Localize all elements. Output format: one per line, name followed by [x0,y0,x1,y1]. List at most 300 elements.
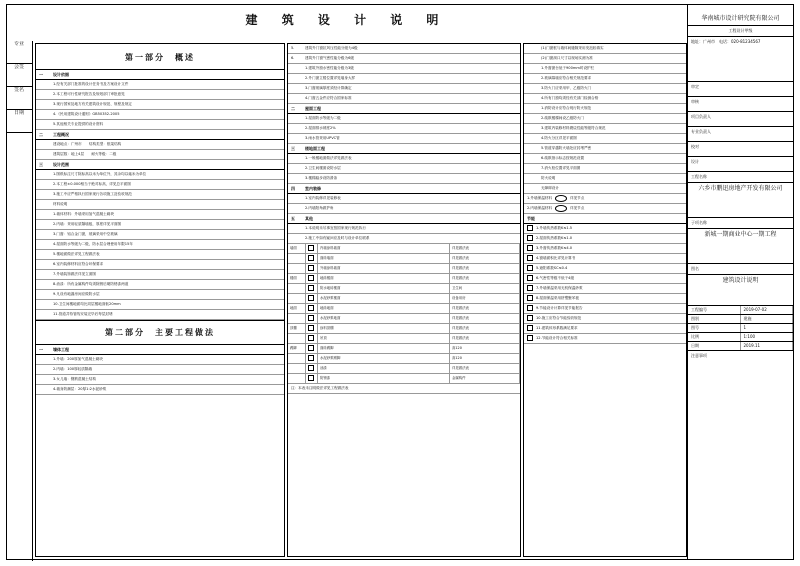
strip-cell: 会签 [6,64,32,87]
item-text: 8.油漆：所有金属构件均须除锈后刷防锈漆两道 [53,282,129,286]
item-text: 1.消防设计应符合现行防火规范 [541,106,592,110]
list-item [524,54,686,64]
item-text: 3.施工中应严格执行国家现行各项施工及验收规范 [53,192,132,196]
list-item [288,144,520,154]
list-item [288,54,520,64]
item-text: 建筑外门窗抗风压性能分级为4级 [305,46,358,50]
checkbox[interactable] [527,305,533,311]
checkbox[interactable] [527,225,533,231]
list-item [524,184,686,194]
table-cell-item: 吊顶 [318,334,450,344]
list-item [288,124,520,134]
item-text: 工程概况 [53,132,69,137]
list-item [524,44,686,54]
item-text: 2.外门窗立樘位置详见墙身大样 [305,76,356,80]
list-item [524,114,686,124]
checkbox[interactable] [308,265,314,271]
table-cell-note: 金属构件 [450,374,520,384]
list-item [36,345,284,355]
item-text: 3.女儿墙：钢筋混凝土结构 [53,377,96,381]
table-cell-item: 水泥砂浆楼面 [318,294,450,304]
list-item [36,310,284,320]
item-text: 2.屋面排水坡度2% [305,126,336,130]
checkbox[interactable] [308,275,314,281]
table-cell-category [288,294,306,304]
table-cell-check [306,304,318,314]
item-text: 3.门窗：铝合金门窗，玻璃采用中空玻璃 [53,232,118,236]
item-text: 2.内墙阳角做护角 [305,206,334,210]
item-text: 3.建筑内装修材料燃烧性能等级符合规范 [541,126,606,130]
list-item [288,234,520,244]
meta-value: 1:100 [741,333,794,341]
check-text: 10.施工应符合节能验收规范 [536,316,582,320]
item-text: 建设地点：广州市 结构类型：框架结构 [53,142,122,146]
table-cell-item: 涂料顶棚 [318,324,450,334]
item-text: 3.防火门应采用甲、乙级防火门 [541,86,592,90]
table-cell-item: 地砖楼面 [318,274,450,284]
table-cell-note: 详见做法表 [450,264,520,274]
checkbox[interactable] [308,295,314,301]
table-cell-category [288,254,306,264]
list-item [524,164,686,174]
sign-field: 专业负责人 [688,127,793,142]
list-item [288,64,520,74]
part1-heading: 第一部分 概述 [36,44,284,70]
item-text: 4.《民用建筑设计通则》GB50352-2005 [53,112,120,116]
list-item [36,210,284,220]
table-cell-check [306,334,318,344]
meta-key: 图号 [688,324,741,332]
table-note: 注：本表未注明做法详见工程做法表 [288,384,520,394]
checkbox[interactable] [527,275,533,281]
check-item [524,234,686,244]
item-text: 5.楼地面做法详见工程做法表 [53,252,100,256]
table-cell-category: 墙面 [288,244,306,254]
table-cell-check [306,274,318,284]
meta-key: 图别 [688,315,741,323]
legend-text: 详见节点 [570,206,585,210]
item-text: 11.管道井待管线安装完毕后每层封堵 [53,312,113,316]
checkbox[interactable] [308,365,314,371]
checkbox[interactable] [308,285,314,291]
list-item [288,44,520,54]
table-cell-category [288,374,306,384]
list-item [36,290,284,300]
checkbox[interactable] [308,255,314,261]
drawing-sheet [6,4,794,560]
meta-value: 1 [741,324,794,332]
list-item [524,174,686,184]
item-text: 楼地面工程 [305,146,325,151]
item-text: 9.凡设有地漏房间应做防水层 [53,292,100,296]
sign-field: 项目负责人 [688,112,793,127]
table-cell-category: 踢脚 [288,344,306,354]
table-cell-category [288,354,306,364]
meta-row [688,342,793,351]
meta-key: 比例 [688,333,741,341]
table-cell-category: 顶棚 [288,324,306,334]
table-cell-note: 详见做法表 [450,364,520,374]
title-block [687,5,793,559]
list-item [524,94,686,104]
table-cell-item: 地砖地面 [318,304,450,314]
part2-heading: 第二部分 主要工程做法 [36,320,284,345]
table-cell-note: 设备用房 [450,294,520,304]
table-cell-check [306,254,318,264]
column-overview [35,43,285,557]
check-text: 7.外墙保温采用无机保温砂浆 [536,286,583,290]
item-text: 其他 [305,216,313,221]
check-item [524,244,686,254]
table-cell-category [288,314,306,324]
check-item [524,304,686,314]
column-fire-energy [523,43,687,557]
check-text: 3.外窗传热系数K≤4.0 [536,246,573,250]
table-cell-category: 楼面 [288,274,306,284]
part1-rows [36,70,284,320]
list-item [36,260,284,270]
list-item [36,355,284,365]
checkbox[interactable] [308,345,314,351]
item-index: 三 [39,162,43,167]
item-text: 2.本工程±0.000相当于绝对标高，详见总平面图 [53,182,131,186]
table-cell-item: 水泥砂浆踢脚 [318,354,450,364]
check-text: 9.节能设计计算详见节能报告 [536,306,583,310]
checkbox[interactable] [527,325,533,331]
legend [524,194,686,214]
item-text: 3.现行国家及地方有关建筑设计规范、规程及规定 [53,102,132,106]
list-item [36,280,284,290]
table-cell-item: 水泥砂浆地面 [318,314,450,324]
table-cell-note: 详见做法表 [450,244,520,254]
table-cell-category: 地面 [288,304,306,314]
item-text: 室内装修 [305,186,321,191]
list-item [524,74,686,84]
list-item [36,130,284,140]
list-item [524,154,686,164]
table-cell-check [306,264,318,274]
check-list [524,224,686,344]
list-item [524,124,686,134]
item-text: (1)门窗框与墙体间缝隙采用发泡胶填实 [541,46,604,50]
table-cell-item: 外墙涂料墙面 [318,264,450,274]
table-cell-check [306,374,318,384]
item-text: 2.卫生间楼面设防水层 [305,166,341,170]
legend-symbol-icon [555,195,567,202]
table-cell-check [306,294,318,304]
item-text: (2)门窗洞口尺寸以现场实测为准 [541,56,593,60]
part2-rows [36,345,284,395]
list-item [288,94,520,104]
check-text: 12.节能设计符合相关标准 [536,336,578,340]
list-item [524,104,686,114]
check-text: 8.屋面保温采用挤塑聚苯板 [536,296,579,300]
drawing-label: 图名 [688,264,793,275]
list-item [288,164,520,174]
item-index: 三 [291,146,295,151]
item-text: 1.屋面防水等级为二级 [305,116,341,120]
item-index: 一 [39,72,43,77]
list-item [524,84,686,94]
sub-project-name: 新城一期商业中心一期工程 [688,229,793,264]
table-cell-category [288,264,306,274]
list-item [288,174,520,184]
check-item [524,314,686,324]
list-item [288,204,520,214]
meta-row [688,333,793,342]
item-text: 4.防火分区详见平面图 [541,136,577,140]
checkbox[interactable] [527,255,533,261]
table-cell-check [306,344,318,354]
table-cell-check [306,244,318,254]
list-item [36,385,284,395]
check-title: 节能 [524,214,686,224]
table-cell-check [306,354,318,364]
list-item [36,230,284,240]
check-text: 2.屋面传热系数K≤1.0 [536,236,573,240]
list-item [36,190,284,200]
check-text: 5.遮阳系数SC≤0.4 [536,266,568,270]
list-item [36,300,284,310]
legend-label: 1.外墙保温材料 [527,196,552,200]
item-index: 五 [291,216,295,221]
list-item [36,100,284,110]
meta-value: 建施 [741,315,794,323]
list-item [288,214,520,224]
list-item [288,104,520,114]
checkbox[interactable] [308,305,314,311]
sign-fields [688,82,793,172]
item-index: 二 [39,132,43,137]
check-text: 11.建筑体形系数满足要求 [536,326,578,330]
check-item [524,274,686,284]
item-index: 一 [39,347,43,352]
checkbox[interactable] [308,335,314,341]
company-contact: 地址：广州市 电话：020-81234567 [688,37,793,82]
table-cell-check [306,284,318,294]
meta-row [688,315,793,324]
item-text: 材料说明 [53,202,68,206]
list-item [36,150,284,160]
table-cell-item: 内墙涂料墙面 [318,244,450,254]
sign-field: 审核 [688,97,793,112]
legend-item [524,194,686,204]
item-text: 防火说明 [541,176,556,180]
table-cell-note: 卫生间 [450,284,520,294]
left-sign-strip [6,41,33,561]
item-text: 无障碍设计 [541,186,559,190]
table-cell-category [288,284,306,294]
meta-value: 2019-07-02 [741,306,794,314]
checkbox[interactable] [527,335,533,341]
legend-item [524,204,686,214]
check-item [524,294,686,304]
table-cell-item: 防水地砖楼面 [318,284,450,294]
company-sub: 工程设计甲级 [688,26,793,37]
item-text: 1.图纸标注尺寸除标高以米为单位外，其余均以毫米为单位 [53,172,147,176]
item-text: 4.门窗五金件应符合国家标准 [305,96,352,100]
project-label: 工程名称 [688,172,793,183]
list-item [288,194,520,204]
item-text: 1.墙体材料：外墙采用加气混凝土砌块 [53,212,114,216]
table-cell-note: 详见做法表 [450,274,520,284]
item-text: 1.一般楼地面做法详见做法表 [305,156,352,160]
item-text: 1.外窗窗台低于900mm时设护栏 [541,66,595,70]
table-cell-item: 油漆 [318,364,450,374]
legend-label: 2.内墙保温材料 [527,206,552,210]
list-item [36,160,284,170]
list-item [36,270,284,280]
item-text: 5.其他相关专业提供的设计资料 [53,122,104,126]
strip-cell: 专业 [6,41,32,64]
finish-table [288,244,520,384]
meta-key: 日期 [688,342,741,350]
table-cell-note: 详见做法表 [450,314,520,324]
sheet-title: 建 筑 设 计 说 明 [245,13,449,27]
item-text: 2.本工程可行性研究报告及规划部门审批意见 [53,92,125,96]
item-text: 1.室内装修详见装修表 [305,196,341,200]
company-name: 华南城市设计研究院有限公司 [688,5,793,26]
item-text: 10.卫生间楼地面均比同层楼地面低20mm [53,302,121,306]
sign-field: 设计 [688,157,793,172]
check-text: 6.气密性等级不低于4级 [536,276,575,280]
item-text: 屋面工程 [305,106,321,111]
list-item [36,70,284,80]
item-index: 5. [291,46,295,50]
sign-field: 校对 [688,142,793,157]
item-text: 2.玻璃幕墙应符合相关规范要求 [541,76,592,80]
item-text: 2.疏散楼梯间设乙级防火门 [541,116,584,120]
list-item [36,365,284,375]
project-name: 六乡市鹏迅房地产开发有限公司 [688,183,793,218]
item-text: 设计范围 [53,162,69,167]
item-text: 建筑外门窗气密性能分级为6级 [305,56,355,60]
checkbox[interactable] [308,315,314,321]
check-item [524,224,686,234]
check-item [524,324,686,334]
list-item [36,140,284,150]
meta-row [688,306,793,315]
item-text: 5.管道穿越防火墙处应封堵严密 [541,146,592,150]
list-item [36,200,284,210]
check-item [524,264,686,274]
table-cell-note: 详见做法表 [450,324,520,334]
meta-value: 2019.11 [741,342,794,350]
item-text: 墙体工程 [53,347,69,352]
table-cell-check [306,314,318,324]
meta-key: 工程编号 [688,306,741,314]
table-cell-note: 高120 [450,354,520,364]
meta-grid [688,306,793,351]
item-index: 6. [291,56,295,60]
checkbox[interactable] [308,245,314,251]
list-item [524,64,686,74]
checkbox[interactable] [527,295,533,301]
meta-row [688,324,793,333]
item-text: 2.施工中如有疑问应及时与设计单位联系 [305,236,370,240]
sign-field: 审定 [688,82,793,97]
check-text: 4.窗墙面积比详见计算书 [536,256,576,260]
check-item [524,254,686,264]
table-cell-check [306,364,318,374]
item-text: 7.消火栓位置详见平面图 [541,166,581,170]
list-item [36,170,284,180]
item-text: 4.墙身防潮层：20厚1:2水泥砂浆 [53,387,107,391]
item-text: 6.疏散指示标志按规范设置 [541,156,584,160]
item-text: 3.雨水管采用UPVC管 [305,136,340,140]
item-text: 2.内墙：100厚轻质隔墙 [53,367,93,371]
item-text: 4.屋面防水等级为二级，防水层合理使用年限15年 [53,242,133,246]
checkbox[interactable] [527,285,533,291]
checkbox[interactable] [308,355,314,361]
table-cell-item: 面砖踢脚 [318,344,450,354]
column-construction [287,43,521,557]
legend-symbol-icon [555,205,567,212]
table-cell-note: 高120 [450,344,520,354]
list-item [36,220,284,230]
check-item [524,284,686,294]
strip-cell: 签名 [6,87,32,110]
list-item [288,114,520,124]
item-index: 二 [291,106,295,111]
table-cell-item: 面砖墙面 [318,254,450,264]
list-item [36,250,284,260]
list-item [36,120,284,130]
table-cell-category [288,334,306,344]
item-text: 7.外墙装饰做法详见立面图 [53,272,96,276]
checkbox[interactable] [527,265,533,271]
list-item [36,240,284,250]
col2-rows [288,44,520,244]
item-text: 建筑层数：地上4层 耐火等级：二级 [53,152,117,156]
checkbox[interactable] [527,315,533,321]
strip-cell: 日期 [6,110,32,133]
check-text: 1.外墙传热系数K≤1.5 [536,226,573,230]
item-index: 四 [291,186,295,191]
list-item [288,154,520,164]
list-item [288,224,520,234]
item-text: 1.经有关部门批准的设计任务书及方案设计文件 [53,82,129,86]
item-text: 1.本说明未尽事宜按国家现行规范执行 [305,226,366,230]
checkbox[interactable] [308,375,314,381]
list-item [36,90,284,100]
list-item [288,134,520,144]
list-item [288,84,520,94]
list-item [36,110,284,120]
check-item [524,334,686,344]
table-cell-note: 详见做法表 [450,304,520,314]
notes-title: 注意事项 [691,353,707,358]
checkbox[interactable] [308,325,314,331]
item-text: 3.楼梯踏步设防滑条 [305,176,338,180]
table-cell-check [306,324,318,334]
item-text: 设计依据 [53,72,69,77]
checkbox[interactable] [527,245,533,251]
col3-rows [524,44,686,194]
checkbox[interactable] [527,235,533,241]
item-text: 1.外墙：200厚加气混凝土砌块 [53,357,103,361]
legend-text: 详见节点 [570,196,585,200]
list-item [36,375,284,385]
table-cell-item: 防锈漆 [318,374,450,384]
item-text: 2.内墙：采用轻质隔墙板，厚度详见平面图 [53,222,122,226]
table-cell-note: 详见做法表 [450,334,520,344]
table-cell-note: 详见做法表 [450,254,520,264]
table-cell-category [288,364,306,374]
list-item [36,80,284,90]
item-text: 3.门窗玻璃厚度须经计算确定 [305,86,352,90]
list-item [36,180,284,190]
